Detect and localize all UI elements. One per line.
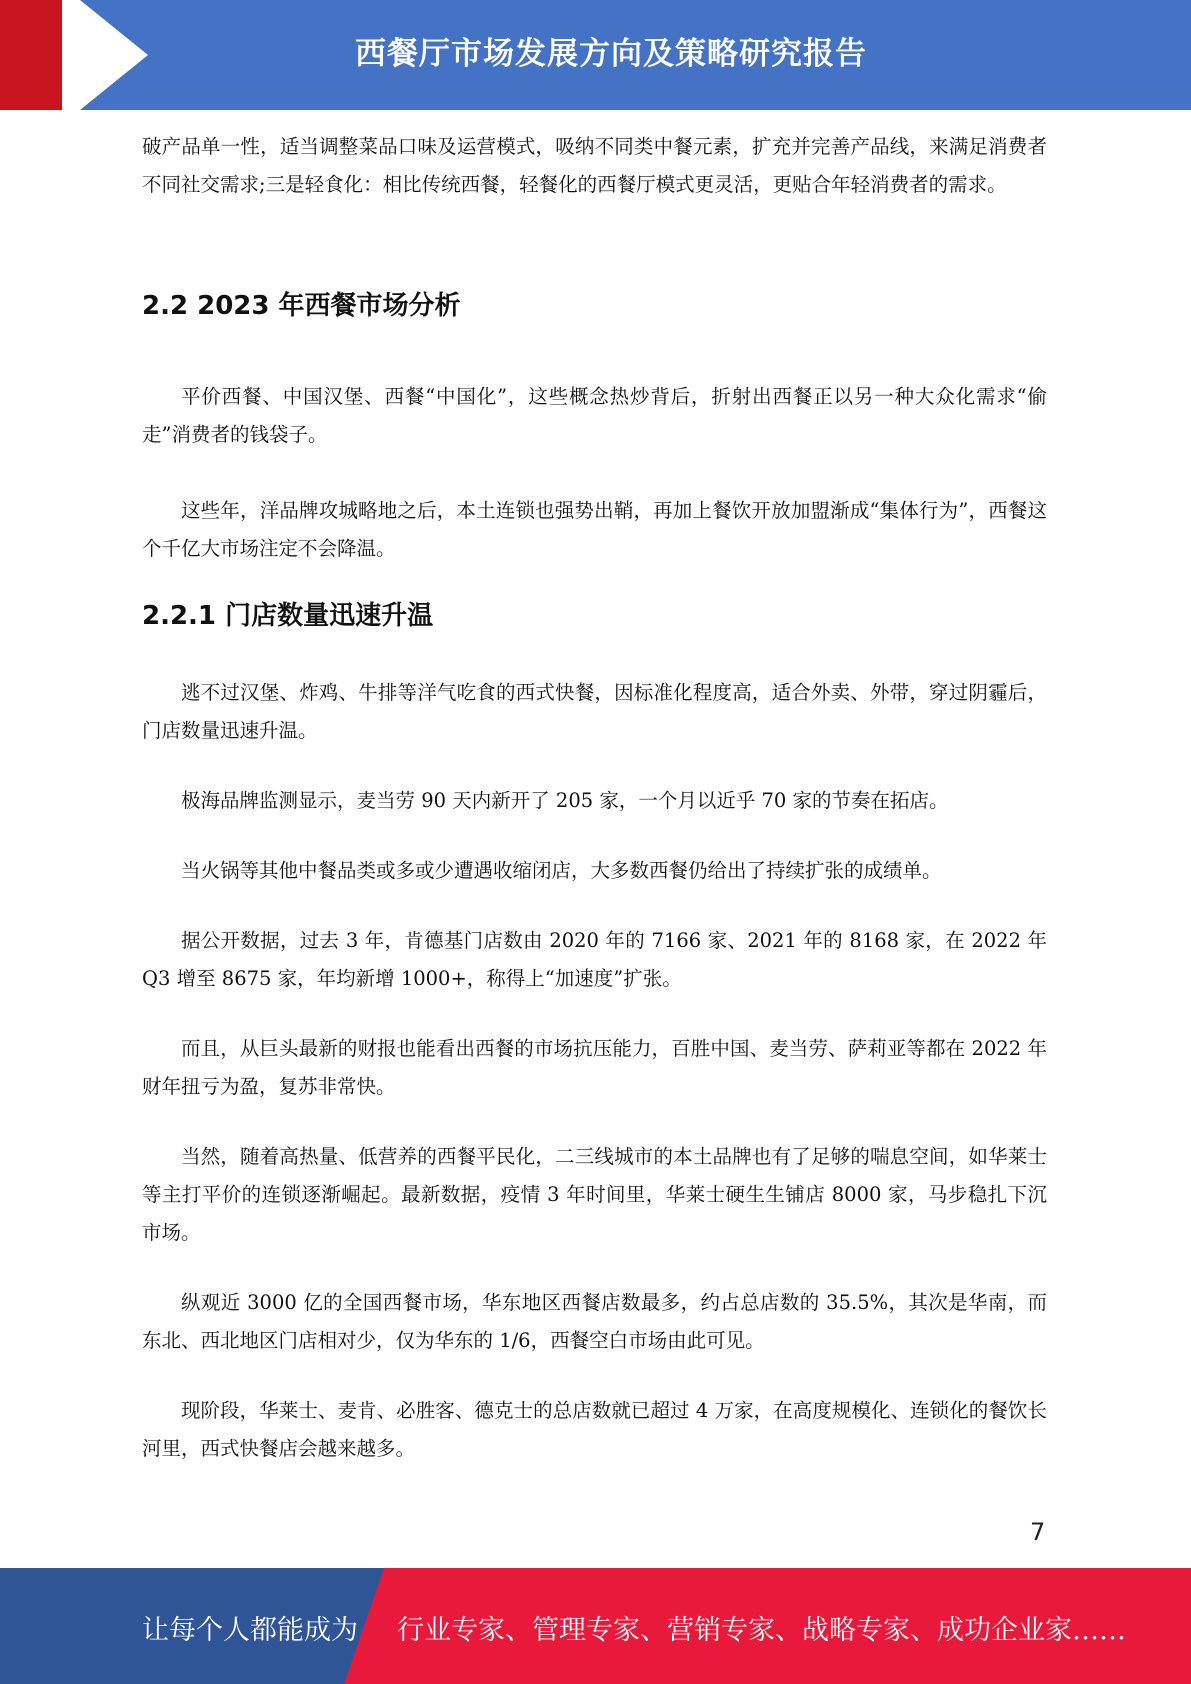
report-title: 西餐厅市场发展方向及策略研究报告 (355, 36, 867, 72)
section-paragraph: 平价西餐、中国汉堡、西餐“中国化”，这些概念热炒背后，折射出西餐正以另一种大众化需求“偷走”消费者的钱袋子。 (142, 385, 1047, 446)
footer-slogan-right: 行业专家、管理专家、营销专家、战略专家、成功企业家…… (397, 1615, 1126, 1646)
page-footer (0, 1568, 1191, 1684)
footer-slogan-left: 让每个人都能成为 (142, 1615, 358, 1646)
document-body (142, 128, 1047, 1468)
page-number: 7 (1030, 1518, 1046, 1546)
subsection-heading: 2.2.1 门店数量迅速升温 (142, 601, 434, 631)
subsection-paragraph: 当然，随着高热量、低营养的西餐平民化，二三线城市的本土品牌也有了足够的喘息空间，如华莱士等主打平价的连锁逐渐崛起。最新数据，疫情 3 年时间里，华莱士硬生生铺店 8000 家，马步稳扎下沉市场。 (142, 1145, 1047, 1244)
page-header (0, 0, 1191, 110)
subsection-paragraph: 逃不过汉堡、炸鸡、牛排等洋气吃食的西式快餐，因标准化程度高，适合外卖、外带，穿过阴霾后，门店数量迅速升温。 (142, 681, 1047, 742)
subsection-paragraph: 纵观近 3000 亿的全国西餐市场，华东地区西餐店数最多，约占总店数的 35.5%，其次是华南，而东北、西北地区门店相对少，仅为华东的 1/6，西餐空白市场由此可见。 (142, 1291, 1047, 1352)
section-heading: 2.2 2023 年西餐市场分析 (142, 291, 461, 321)
subsection-paragraph: 当火锅等其他中餐品类或多或少遭遇收缩闭店，大多数西餐仍给出了持续扩张的成绩单。 (181, 859, 942, 882)
subsection-paragraph: 极海品牌监测显示，麦当劳 90 天内新开了 205 家，一个月以近乎 70 家的节奏在拓店。 (181, 789, 949, 812)
intro-paragraph: 破产品单一性，适当调整菜品口味及运营模式，吸纳不同类中餐元素，扩充并完善产品线，来满足消费者不同社交需求;三是轻食化：相比传统西餐，轻餐化的西餐厅模式更灵活，更贴合年轻消费者的需求。 (142, 135, 1047, 196)
subsection-paragraph: 而且，从巨头最新的财报也能看出西餐的市场抗压能力，百胜中国、麦当劳、萨莉亚等都在 2022 年财年扭亏为盈，复苏非常快。 (142, 1037, 1047, 1098)
subsection-paragraph: 据公开数据，过去 3 年，肯德基门店数由 2020 年的 7166 家、2021 年的 8168 家，在 2022 年 Q3 增至 8675 家，年均新增 1000+，称得上“加速度”扩张。 (142, 929, 1047, 990)
subsection-paragraph: 现阶段，华莱士、麦肯、必胜客、德克士的总店数就已超过 4 万家，在高度规模化、连锁化的餐饮长河里，西式快餐店会越来越多。 (142, 1399, 1047, 1460)
section-paragraph: 这些年，洋品牌攻城略地之后，本土连锁也强势出鞘，再加上餐饮开放加盟渐成“集体行为”，西餐这个千亿大市场注定不会降温。 (142, 499, 1047, 560)
